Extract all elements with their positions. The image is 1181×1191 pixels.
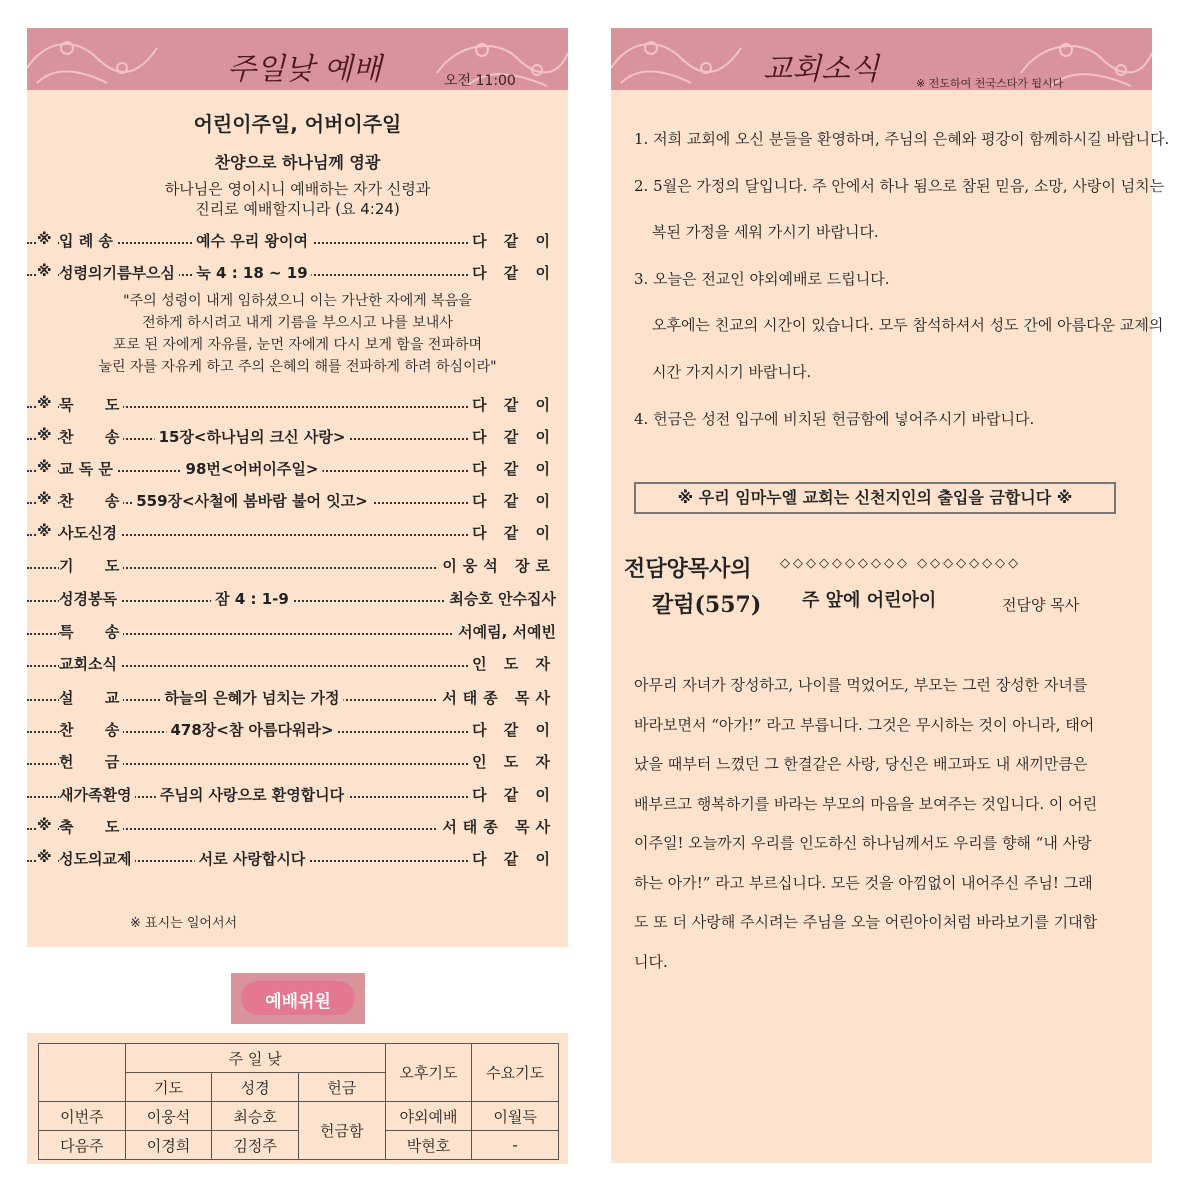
staff-table (38, 1043, 559, 1160)
worship-banner (27, 28, 568, 90)
staff-label-box (231, 973, 365, 1024)
news-item: 3. 오늘은 전교인 야외예배로 드립니다. (634, 270, 890, 288)
scripture-quote (27, 290, 568, 378)
floral-ornament-right (611, 28, 1152, 90)
staff-corner-cell (39, 1044, 126, 1102)
order-item-name: 사도신경 (59, 522, 121, 543)
order-row (27, 816, 568, 844)
header-sunday: 주 일 낮 (125, 1044, 385, 1073)
order-item-name: 특 송 (59, 621, 123, 642)
column-author: 전담양 목사 (1002, 596, 1080, 614)
order-item-content: 98번<어버이주일> (182, 458, 323, 479)
order-item-leader: 서예림, 서예빈 (454, 621, 556, 642)
order-item-leader: 최승호 안수집사 (445, 588, 556, 609)
order-item-leader: 인 도 자 (468, 653, 556, 674)
order-item-content: 서로 사랑합시다 (195, 848, 310, 869)
next-week-afternoon: 박현호 (385, 1131, 472, 1160)
order-item-content: 예수 우리 왕이여 (192, 230, 312, 251)
order-item-name: 기 도 (59, 555, 123, 576)
news-item: 오후에는 친교의 시간이 있습니다. 모두 참석하셔서 성도 간에 아름다운 교제의 (652, 316, 1164, 334)
stand-mark: ※ (37, 394, 56, 412)
header-wednesday: 수요기도 (472, 1044, 559, 1102)
column-line: 아무리 자녀가 장성하고, 나이를 먹었어도, 부모는 그런 장성한 자녀를 (634, 676, 1088, 694)
column-line: 바라보면서 “아가!” 라고 부릅니다. 그것은 무시하는 것이 아니라, 태어 (634, 715, 1095, 734)
order-item-content: 잠 4 : 1-9 (211, 588, 293, 609)
notice-box (634, 482, 1116, 514)
this-week-prayer: 이웅석 (125, 1102, 212, 1131)
scripture-line: 포로 된 자에게 자유를, 눈먼 자에게 다시 보게 함을 전파하며 (112, 337, 483, 353)
news-banner-note: ※ 전도하여 천국스타가 됩시다 (916, 77, 1064, 90)
header-prayer: 기도 (125, 1073, 212, 1102)
worship-banner-title: 주일낮 예배 (227, 52, 382, 87)
order-item-name: 성도의교제 (59, 848, 135, 869)
column-line: 배부르고 행복하기를 바라는 부모의 마음을 보여주는 것입니다. 이 어린 (634, 794, 1098, 813)
order-item-content: 15장<하나님의 크신 사랑> (155, 426, 350, 447)
order-item-leader: 다 같 이 (468, 490, 556, 511)
order-row (27, 621, 568, 649)
next-week-reading: 김정주 (212, 1131, 299, 1160)
column-line: 이주일! 오늘까지 우리를 인도하신 하나님께서도 우리를 향해 “내 사랑 (634, 834, 1092, 852)
order-row (27, 848, 568, 876)
order-item-leader: 다 같 이 (468, 394, 556, 415)
column-line: 니다. (634, 952, 668, 971)
order-item-leader: 이웅석 장로 (438, 555, 556, 576)
order-item-content: 눅 4 : 18 ~ 19 (192, 262, 311, 283)
header-offering: 헌금 (298, 1073, 385, 1102)
order-row (27, 490, 568, 518)
order-row (27, 653, 568, 681)
order-item-leader: 다 같 이 (468, 262, 556, 283)
column-label-1: 전담양목사의 (624, 556, 752, 582)
order-row (27, 555, 568, 583)
news-item: 1. 저희 교회에 오신 분들을 환영하며, 주님의 은혜와 평강이 함께하시길 바랍니다. (634, 130, 1170, 148)
order-item-content: 478장<참 아름다워라> (166, 719, 337, 740)
header-reading: 성경 (212, 1073, 299, 1102)
order-item-leader: 인 도 자 (468, 751, 556, 772)
column-line: 하는 아가!” 라고 부르십니다. 모든 것을 아낌없이 내어주신 주님! 그래 (634, 873, 1093, 892)
scripture-line: 전하게 하시려고 내게 기름을 부으시고 나를 보내사 (142, 315, 453, 331)
order-row (27, 230, 568, 258)
order-item-name: 새가족환영 (59, 784, 135, 805)
order-row (27, 751, 568, 779)
stand-mark: ※ (37, 458, 56, 476)
order-item-leader: 다 같 이 (468, 522, 556, 543)
order-row (27, 262, 568, 290)
order-item-leader: 다 같 이 (468, 848, 556, 869)
order-item-leader: 다 같 이 (468, 426, 556, 447)
order-item-content: 559장<사철에 봄바람 불어 잇고> (132, 490, 372, 511)
column-line: 도 또 더 사랑해 주시려는 주님을 오늘 어린아이처럼 바라보기를 기대합 (634, 913, 1098, 931)
order-item-leader: 서태종 목사 (438, 687, 556, 708)
order-item-name: 성령의기름부으심 (59, 262, 179, 283)
order-item-leader: 다 같 이 (468, 230, 556, 251)
stand-mark: ※ (37, 230, 56, 248)
verse-line-2: 진리로 예배할지니라 (요 4:24) (195, 200, 400, 218)
notice-text: ※ 우리 임마누엘 교회는 신천지인의 출입을 금합니다 ※ (677, 488, 1073, 507)
stand-mark: ※ (37, 426, 56, 444)
order-item-content: 하늘의 은혜가 넘치는 가정 (160, 687, 343, 708)
order-item-name: 입 례 송 (59, 230, 117, 251)
stand-mark: ※ (37, 490, 56, 508)
column-title: 주 앞에 어린아이 (802, 590, 937, 611)
next-week-label: 다음주 (39, 1131, 126, 1160)
order-item-leader: 다 같 이 (468, 784, 556, 805)
worship-heading: 어린이주일, 어버이주일 (193, 112, 402, 136)
order-item-name: 설 교 (59, 687, 123, 708)
order-row (27, 719, 568, 747)
order-item-name: 묵 도 (59, 394, 123, 415)
staff-label: 예배위원 (265, 992, 331, 1012)
next-week-wednesday: - (472, 1131, 559, 1160)
next-week-prayer: 이경희 (125, 1131, 212, 1160)
stand-mark: ※ (37, 848, 56, 866)
this-week-wednesday: 이월득 (472, 1102, 559, 1131)
order-item-name: 교 독 문 (59, 458, 117, 479)
order-item-name: 헌 금 (59, 751, 123, 772)
order-item-leader: 다 같 이 (468, 719, 556, 740)
order-item-name: 교회소식 (59, 653, 121, 674)
scripture-line: "주의 성령이 내게 임하셨으니 이는 가난한 자에게 복음을 (123, 293, 472, 309)
column-label-2: 칼럼(557) (652, 592, 762, 618)
order-item-name: 찬 송 (59, 719, 123, 740)
news-item: 4. 헌금은 성전 입구에 비치된 헌금함에 넣어주시기 바랍니다. (634, 410, 1035, 428)
order-item-name: 찬 송 (59, 426, 123, 447)
order-item-leader: 서태종 목사 (438, 816, 556, 837)
order-row (27, 394, 568, 422)
news-item: 시간 가지시기 바랍니다. (652, 363, 812, 381)
worship-time: 오전 11:00 (444, 73, 516, 89)
standing-footnote: ※ 표시는 일어서서 (130, 916, 238, 931)
news-banner (611, 28, 1152, 90)
this-week-label: 이번주 (39, 1102, 126, 1131)
offering-both: 헌금함 (298, 1102, 385, 1160)
order-item-name: 축 도 (59, 816, 123, 837)
stand-mark: ※ (37, 262, 56, 280)
verse-line-1: 하나님은 영이시니 예배하는 자가 신령과 (164, 180, 431, 198)
column-line: 났을 때부터 느꼈던 그 한결같은 사랑, 당신은 배고파도 내 새끼만큼은 (634, 755, 1088, 773)
header-afternoon: 오후기도 (385, 1044, 472, 1102)
order-item-name: 성경봉독 (59, 588, 121, 609)
news-banner-title: 교회소식 (763, 52, 879, 87)
order-item-name: 찬 송 (59, 490, 123, 511)
this-week-reading: 최승호 (212, 1102, 299, 1131)
worship-theme: 찬양으로 하나님께 영광 (214, 153, 381, 172)
order-item-content: 주님의 사랑으로 환영합니다 (156, 784, 348, 805)
order-row (27, 426, 568, 454)
stand-mark: ※ (37, 816, 56, 834)
stand-mark: ※ (37, 522, 56, 540)
news-item: 복된 가정을 세워 가시기 바랍니다. (652, 223, 879, 241)
order-row (27, 588, 568, 616)
news-item: 2. 5월은 가정의 달입니다. 주 안에서 하나 됨으로 참된 믿음, 소망, 사랑이 넘치는 (634, 177, 1165, 195)
worship-content (27, 90, 568, 947)
column-body (634, 666, 1124, 982)
scripture-line: 눌린 자를 자유케 하고 주의 은혜의 해를 전파하게 하려 하심이라" (98, 359, 497, 375)
order-row (27, 784, 568, 812)
column-diamonds: ◇◇◇◇◇◇◇◇◇◇ ◇◇◇◇◇◇◇◇ (780, 556, 1022, 571)
this-week-afternoon: 야외예배 (385, 1102, 472, 1131)
order-row (27, 458, 568, 486)
order-row (27, 687, 568, 715)
order-row (27, 522, 568, 550)
order-item-leader: 다 같 이 (468, 458, 556, 479)
